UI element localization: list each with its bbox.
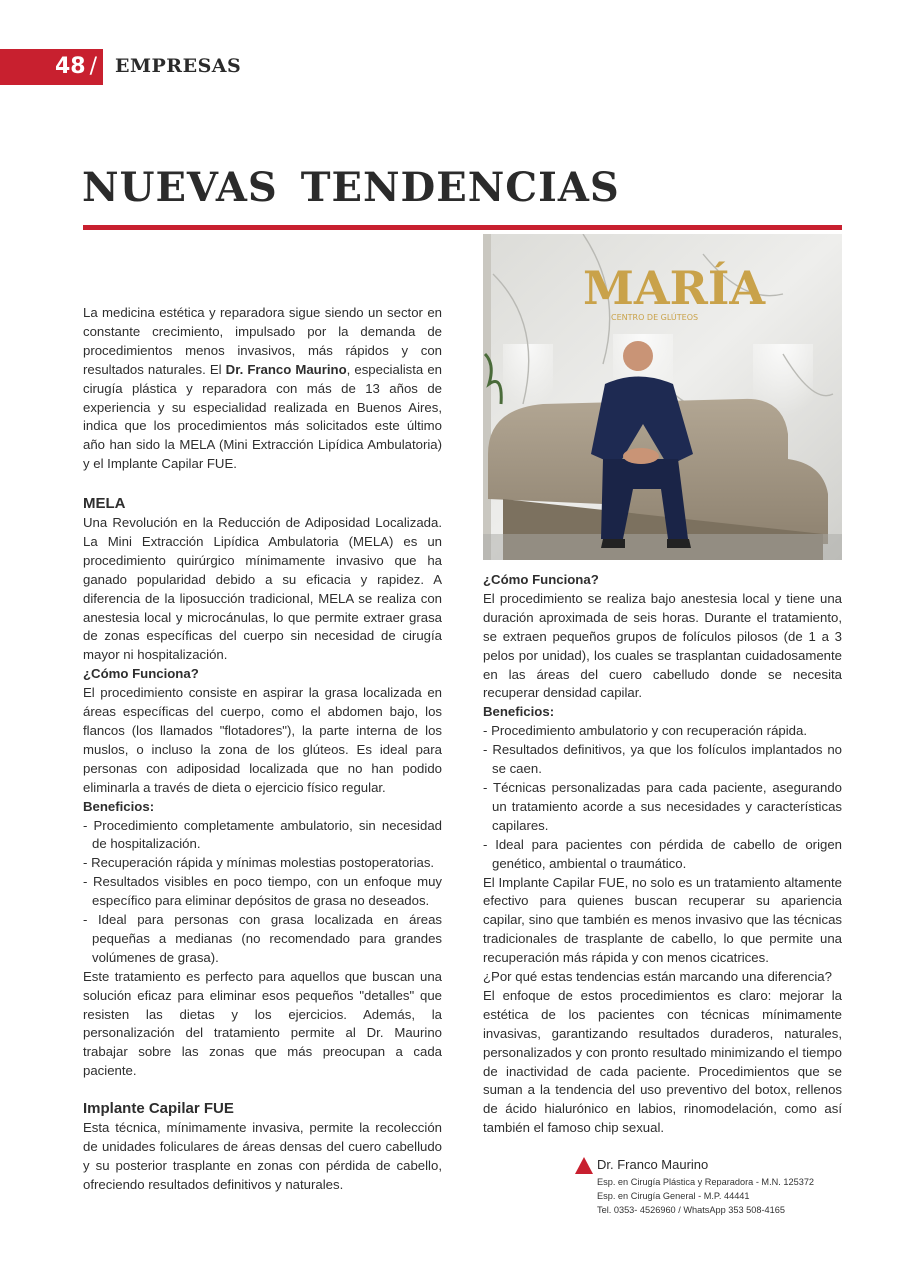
list-item: - Procedimiento completamente ambulatorio, sin necesidad de hospitalización. (83, 817, 442, 855)
signature-specialty-2: Esp. en Cirugía General - M.P. 44441 (597, 1191, 750, 1201)
fue-how-text: El procedimiento se realiza bajo anestesia local y tiene una duración aproximada de seis horas. Durante el tratamiento, se extraen pequeños grupos de folículos pilosos (de 1 a 3 pelos por unidad), los cuales se trasplantan cuidadosamente en las áreas del cuero cabelludo donde se necesita recuperar densidad capilar. (483, 590, 842, 701)
list-item: - Ideal para pacientes con pérdida de cabello de origen genético, ambiental o traumático. (483, 836, 842, 874)
conclusion-text: El enfoque de estos procedimientos es claro: mejorar la estética de los pacientes con técnicas mínimamente invasivas, garantizando resultados duraderos, naturales, personalizados y con pronto resultado minimizando el tiempo de inactividad de cada paciente. Procedimientos que se suman a la tendencia del uso preventivo del botox, rellenos de ácido hialurónico en labios, rinomodelación, como así también el famoso chip sexual. (483, 987, 842, 1136)
fue-how-heading: ¿Cómo Funciona? (483, 572, 599, 587)
signature-name: Dr. Franco Maurino (597, 1157, 709, 1172)
fue-column (483, 571, 842, 1138)
article-title: NUEVAS TENDENCIAS (82, 164, 620, 211)
fue-paragraph: Esta técnica, mínimamente invasiva, permite la recolección de unidades foliculares de áreas densas del cuero cabelludo y su posterior trasplante en zonas con pérdida de cabello, ofreciendo resultados definitivos y naturales. (83, 1120, 442, 1192)
photo-sign-text: MARÍA (583, 261, 766, 315)
page-number: 48 / (54, 54, 97, 79)
fue-benefits-heading: Beneficios: (483, 704, 555, 720)
mela-closing: Este tratamiento es perfecto para aquellos que buscan una solución eficaz para eliminar esos pequeños "detalles" que resisten las dietas y los ejercicios. Además, la personalización del tratamiento permite al Dr. Maurino trabajar sobre las zonas que más preocupan a cada paciente. (83, 968, 442, 1079)
section-name: EMPRESAS (115, 55, 242, 77)
mela-how-text: El procedimiento consiste en aspirar la grasa localizada en áreas específicas del cuerpo, como el abdomen bajo, los flancos (los llamados "flotadores"), la parte interna de los muslos, o incluso la zona de los glúteos. Es ideal para personas con adiposidad localizada que no han podido eliminarla a través de dieta o ejercicio físico regular. (83, 685, 442, 795)
signature-contact: Tel. 0353- 4526960 / WhatsApp 353 508-4165 (597, 1205, 785, 1215)
mela-how-heading: ¿Cómo Funciona? (83, 666, 199, 682)
list-item: - Procedimiento ambulatorio y con recuperación rápida. (483, 722, 842, 741)
list-item: - Recuperación rápida y mínimas molestias postoperatorias. (83, 854, 442, 873)
list-item: - Resultados definitivos, ya que los folículos implantados no se caen. (483, 741, 842, 779)
signature-specialty-1: Esp. en Cirugía Plástica y Reparadora - M.N. 125372 (597, 1177, 815, 1187)
fue-heading: Implante Capilar FUE (83, 1100, 234, 1118)
page-number-separator: / (89, 54, 97, 79)
mela-heading: MELA (83, 495, 126, 512)
doctor-photo (483, 234, 842, 560)
intro-paragraph: La medicina estética y reparadora sigue siendo un sector en constante crecimiento, impulsado por la demanda de procedimientos menos invasivos, más rápidos y con resultados naturales. El Dr. Franco Maurino, especialista en cirugía plástica y reparadora con más de 13 años de experiencia y su especialidad realizada en Buenos Aires, indica que los procedimientos más solicitados este último año han sido la MELA (Mini Extracción Lipídica Ambulatoria) y el Implante Capilar FUE. (83, 305, 442, 472)
intro-column (83, 304, 442, 474)
mela-benefits-heading: Beneficios: (83, 798, 155, 814)
list-item: - Resultados visibles en poco tiempo, con un enfoque muy específico para eliminar depósitos de grasa no deseados. (83, 873, 442, 911)
mela-benefits-list (83, 817, 442, 968)
mela-paragraph: Una Revolución en la Reducción de Adiposidad Localizada. La Mini Extracción Lipídica Ambulatoria (MELA) es un procedimiento quirúrgico mínimamente invasivo que ha ganado popularidad debido a su eficacia y rapidez. A diferencia de la liposucción tradicional, MELA se realiza con anestesia local y microcánulas, lo que permite extraer grasa de zonas específicas del cuerpo sin necesidad de cirugía mayor ni hospitalización. (83, 515, 442, 663)
fue-benefits-list (483, 722, 842, 873)
photo-sign-subtext: CENTRO DE GLÚTEOS (611, 313, 699, 322)
conclusion-question: ¿Por qué estas tendencias están marcando una diferencia? (483, 969, 832, 985)
list-item: - Técnicas personalizadas para cada paciente, asegurando un tratamiento acorde a sus necesidades y características capilares. (483, 779, 842, 836)
fue-closing: El Implante Capilar FUE, no solo es un tratamiento altamente efectivo para quienes buscan recuperar su apariencia capilar, sino que también es menos invasivo que las técnicas tradicionales de trasplante de cabello, lo que permite una recuperación más rápida y con menos cicatrices. (483, 874, 842, 966)
triangle-icon (575, 1157, 593, 1174)
mela-column (83, 494, 442, 1195)
title-rule (83, 225, 842, 230)
doctor-name-bold: Dr. Franco Maurino (225, 361, 347, 377)
list-item: - Ideal para personas con grasa localizada en áreas pequeñas a medianas (no recomendado para grandes volúmenes de grasa). (83, 911, 442, 968)
